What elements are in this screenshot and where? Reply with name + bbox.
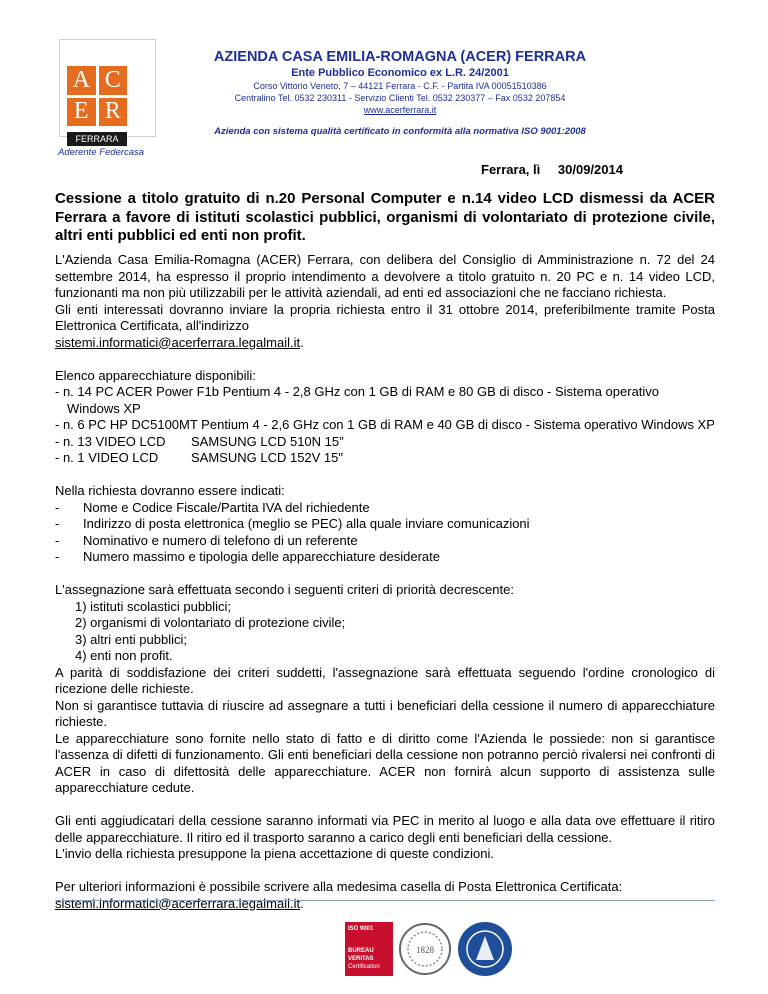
company-telephone: Centralino Tel. 0532 230311 - Servizio Clienti Tel. 0532 230377 – Fax 0532 207854 [234,93,566,103]
equipment-heading: Elenco apparecchiature disponibili: [55,367,256,383]
criteria-item: 2) organismi di volontariato di protezione civile; [75,615,346,630]
request-item: - Nome e Codice Fiscale/Partita IVA del richiedente [55,499,370,515]
intro-paragraph: L'Azienda Casa Emilia-Romagna (ACER) Ferrara, con delibera del Consiglio di Amministrazione n. 72 del 24 settembre 2014, ha espresso il proprio intendimento a devolvere a titolo gratuito n. 20 PC e n. 14 video LCD, funzionanti ma non più utilizzabili per le attività aziendali, ad enti ed associazioni che ne facciano richiesta. [55,252,715,300]
more-info-paragraph: Per ulteriori informazioni è possibile scrivere alla medesima casella di Posta Elettronica Certificata: [55,879,623,894]
deadline-paragraph: Gli enti interessati dovranno inviare la propria richiesta entro il 31 ottobre 2014, preferibilmente tramite Posta Elettronica Certificata, all'indirizzo [55,301,715,333]
logo-band: FERRARA [67,132,127,146]
ente-subtitle: Ente Pubblico Economico ex L.R. 24/2001 [291,67,509,79]
accredia-logo [458,922,512,976]
email-line-2: sistemi.informatici@acerferrara.legalmail.it. [55,895,304,911]
criteria-item: 4) enti non profit. [75,648,173,663]
document-body [55,252,715,912]
criteria-item: 3) altri enti pubblici; [75,631,187,647]
logo-letter-r: R [99,98,128,127]
bureau-veritas-logo: ISO 9001 BUREAU VERITAS Certification [345,922,393,976]
dateline [481,162,623,177]
footer-divider [55,900,715,901]
monitor-item [55,450,715,467]
monitor-model: SAMSUNG LCD 152V 15" [191,450,344,465]
logo-letters [67,66,127,126]
logo-letter-a: A [67,66,96,95]
parity-paragraph: A parità di soddisfazione dei criteri suddetti, l'assegnazione sarà effettuata seguendo l'ordine cronologico di ricezione delle richieste. [55,664,715,696]
company-website-link[interactable]: www.acerferrara.it [363,105,437,115]
email-line: sistemi.informatici@acerferrara.legalmail.it. [55,334,304,350]
request-item: - Nominativo e numero di telefono di un referente [55,532,358,548]
email-link-2[interactable]: sistemi.informatici@acerferrara.legalmail.it [55,895,301,911]
iso-statement: Azienda con sistema qualità certificato in conformità alla normativa ISO 9001:2008 [214,126,586,137]
condition-paragraph: Le apparecchiature sono fornite nello stato di fatto e di diritto come l'Azienda le possiede: non si garantisce l'assenza di difetti di funzionamento. Gli enti beneficiari della cessione non potranno perciò rivalersi nei confronti di ACER in caso di difettosità delle apparecchiature. ACER non fornirà alcun supporto di assistenza sulle apparecchiature cedute. [55,730,715,795]
equipment-item: - n. 14 PC ACER Power F1b Pentium 4 - 2,8 GHz con 1 GB di RAM e 80 GB di disco - Sistema operativo Windows XP [55,384,660,416]
criteria-list [55,599,715,665]
criteria-item: 1) istituti scolastici pubblici; [75,598,232,614]
criteria-heading: L'assegnazione sarà effettuata secondo i seguenti criteri di priorità decrescente: [55,582,514,597]
monitor-qty: - n. 1 VIDEO LCD [55,450,159,465]
request-heading: Nella richiesta dovranno essere indicati: [55,483,285,498]
company-name: AZIENDA CASA EMILIA-ROMAGNA (ACER) FERRARA [213,49,587,65]
aderente-label: Aderente Federcasa [58,147,145,158]
document-title: Cessione a titolo gratuito di n.20 Personal Computer e n.14 video LCD dismessi da ACER Ferrara a favore di istituti scolastici pubblici, organismi di volontariato di protezione civile, altri enti pubblici ed enti non profit. [55,190,715,244]
dateline-place: Ferrara, lì [481,162,541,177]
svg-text:1828: 1828 [416,945,434,955]
notification-paragraph: Gli enti aggiudicatari della cessione saranno informati via PEC in merito al luogo e alla data ove effettuare il ritiro delle apparecchiature. Il ritiro ed il trasporto saranno a carico degli enti beneficiari della cessione. [55,813,715,845]
request-item: - Indirizzo di posta elettronica (meglio se PEC) alla quale inviare comunicazioni [55,516,530,531]
company-address: Corso Vittorio Veneto, 7 – 44121 Ferrara - C.F. - Partita IVA 00051510386 [253,81,547,91]
logo-letter-c: C [99,66,128,95]
acer-logo [59,39,156,144]
no-guarantee-paragraph: Non si garantisce tuttavia di riuscire ad assegnare a tutti i beneficiari della cessione il numero di apparecchiature richieste. [55,697,715,729]
email-link[interactable]: sistemi.informatici@acerferrara.legalmail.it [55,334,301,350]
monitor-qty: - n. 13 VIDEO LCD [55,433,166,449]
request-item: - Numero massimo e tipologia delle apparecchiature desiderate [55,549,440,564]
certification-seal-icon [396,922,454,976]
logo-letter-e: E [67,98,96,127]
monitor-item [55,434,715,451]
monitor-model: SAMSUNG LCD 510N 15" [191,433,344,449]
equipment-item: - n. 6 PC HP DC5100MT Pentium 4 - 2,6 GHz con 1 GB di RAM e 40 GB di disco - Sistema operativo Windows XP [55,417,715,432]
dateline-date: 30/09/2014 [557,162,623,177]
acceptance-paragraph: L'invio della richiesta presuppone la piena accettazione di queste condizioni. [55,846,494,861]
